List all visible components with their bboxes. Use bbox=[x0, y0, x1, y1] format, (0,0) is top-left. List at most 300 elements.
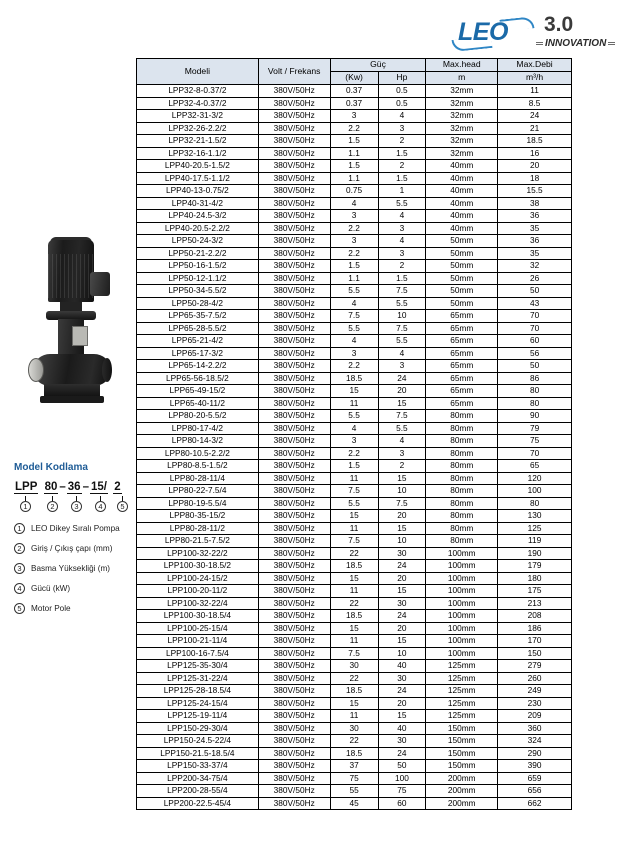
cell-hp: 100 bbox=[378, 772, 426, 785]
cell-volt: 380V/50Hz bbox=[258, 185, 330, 198]
header-max-head: Max.head bbox=[426, 59, 498, 72]
marker-3: 3 bbox=[71, 501, 82, 512]
cell-model: LPP40-31-4/2 bbox=[137, 197, 259, 210]
cell-model: LPP80-19-5.5/4 bbox=[137, 497, 259, 510]
cell-model: LPP125-35-30/4 bbox=[137, 660, 259, 673]
cell-max-debi: 24 bbox=[498, 110, 572, 123]
cell-model: LPP150-21.5-18.5/4 bbox=[137, 747, 259, 760]
cell-hp: 3 bbox=[378, 222, 426, 235]
cell-volt: 380V/50Hz bbox=[258, 310, 330, 323]
cell-hp: 1.5 bbox=[378, 272, 426, 285]
cell-model: LPP40-17.5-1.1/2 bbox=[137, 172, 259, 185]
cell-max-debi: 656 bbox=[498, 785, 572, 798]
cell-volt: 380V/50Hz bbox=[258, 97, 330, 110]
cell-max-debi: 35 bbox=[498, 247, 572, 260]
cell-kw: 0.75 bbox=[330, 185, 378, 198]
cell-volt: 380V/50Hz bbox=[258, 510, 330, 523]
cell-max-head: 32mm bbox=[426, 97, 498, 110]
table-row bbox=[137, 297, 572, 310]
header-hp: Hp bbox=[378, 72, 426, 85]
cell-kw: 11 bbox=[330, 397, 378, 410]
table-row bbox=[137, 735, 572, 748]
cell-max-head: 80mm bbox=[426, 497, 498, 510]
cell-kw: 30 bbox=[330, 660, 378, 673]
table-row bbox=[137, 422, 572, 435]
cell-max-debi: 75 bbox=[498, 435, 572, 448]
cell-model: LPP200-34-75/4 bbox=[137, 772, 259, 785]
cell-max-head: 125mm bbox=[426, 697, 498, 710]
cell-max-debi: 80 bbox=[498, 497, 572, 510]
table-row bbox=[137, 147, 572, 160]
table-row bbox=[137, 347, 572, 360]
table-row bbox=[137, 472, 572, 485]
cell-hp: 24 bbox=[378, 747, 426, 760]
cell-volt: 380V/50Hz bbox=[258, 135, 330, 148]
table-row bbox=[137, 447, 572, 460]
cell-model: LPP80-14-3/2 bbox=[137, 435, 259, 448]
cell-max-head: 100mm bbox=[426, 560, 498, 573]
cell-model: LPP80-8.5-1.5/2 bbox=[137, 460, 259, 473]
legend-text-5: Motor Pole bbox=[31, 604, 71, 613]
cell-kw: 18.5 bbox=[330, 560, 378, 573]
cell-model: LPP65-14-2.2/2 bbox=[137, 360, 259, 373]
table-row bbox=[137, 585, 572, 598]
cell-max-debi: 150 bbox=[498, 647, 572, 660]
cell-volt: 380V/50Hz bbox=[258, 322, 330, 335]
cell-hp: 3 bbox=[378, 247, 426, 260]
cell-max-debi: 26 bbox=[498, 272, 572, 285]
cell-max-head: 80mm bbox=[426, 522, 498, 535]
cell-model: LPP80-28-11/2 bbox=[137, 522, 259, 535]
table-row bbox=[137, 247, 572, 260]
code-part-power: 15/ bbox=[90, 481, 107, 493]
cell-hp: 10 bbox=[378, 485, 426, 498]
table-row bbox=[137, 660, 572, 673]
table-row bbox=[137, 710, 572, 723]
cell-kw: 5.5 bbox=[330, 285, 378, 298]
table-row bbox=[137, 485, 572, 498]
cell-model: LPP80-22-7.5/4 bbox=[137, 485, 259, 498]
cell-kw: 22 bbox=[330, 672, 378, 685]
table-row bbox=[137, 522, 572, 535]
cell-volt: 380V/50Hz bbox=[258, 147, 330, 160]
cell-hp: 7.5 bbox=[378, 497, 426, 510]
cell-max-debi: 213 bbox=[498, 597, 572, 610]
cell-model: LPP125-31-22/4 bbox=[137, 672, 259, 685]
cell-max-head: 65mm bbox=[426, 310, 498, 323]
pump-foot-plate bbox=[40, 396, 104, 403]
leo-wordmark bbox=[452, 18, 536, 50]
pump-nameplate bbox=[72, 326, 88, 346]
cell-hp: 4 bbox=[378, 210, 426, 223]
cell-volt: 380V/50Hz bbox=[258, 222, 330, 235]
cell-model: LPP32-8-0.37/2 bbox=[137, 85, 259, 98]
cell-kw: 11 bbox=[330, 472, 378, 485]
cell-volt: 380V/50Hz bbox=[258, 535, 330, 548]
cell-model: LPP65-28-5.5/2 bbox=[137, 322, 259, 335]
cell-max-head: 40mm bbox=[426, 185, 498, 198]
table-row bbox=[137, 535, 572, 548]
cell-kw: 22 bbox=[330, 547, 378, 560]
cell-kw: 1.5 bbox=[330, 460, 378, 473]
table-row bbox=[137, 197, 572, 210]
cell-volt: 380V/50Hz bbox=[258, 122, 330, 135]
table-row bbox=[137, 310, 572, 323]
cell-max-head: 100mm bbox=[426, 585, 498, 598]
cell-model: LPP100-20-11/2 bbox=[137, 585, 259, 598]
cell-max-head: 150mm bbox=[426, 760, 498, 773]
cell-max-head: 80mm bbox=[426, 410, 498, 423]
cell-max-debi: 16 bbox=[498, 147, 572, 160]
cell-volt: 380V/50Hz bbox=[258, 497, 330, 510]
model-coding-title: Model Kodlama bbox=[14, 462, 88, 473]
cell-model: LPP150-24.5-22/4 bbox=[137, 735, 259, 748]
cell-max-head: 65mm bbox=[426, 397, 498, 410]
cell-max-head: 32mm bbox=[426, 85, 498, 98]
cell-model: LPP32-4-0.37/2 bbox=[137, 97, 259, 110]
cell-hp: 15 bbox=[378, 585, 426, 598]
cell-hp: 15 bbox=[378, 397, 426, 410]
cell-kw: 4 bbox=[330, 297, 378, 310]
cell-volt: 380V/50Hz bbox=[258, 172, 330, 185]
code-part-diameter: 80 bbox=[44, 481, 58, 493]
marker-4: 4 bbox=[95, 501, 106, 512]
cell-volt: 380V/50Hz bbox=[258, 597, 330, 610]
cell-volt: 380V/50Hz bbox=[258, 410, 330, 423]
cell-max-head: 40mm bbox=[426, 210, 498, 223]
cell-kw: 2.2 bbox=[330, 122, 378, 135]
cell-kw: 30 bbox=[330, 722, 378, 735]
cell-max-debi: 36 bbox=[498, 210, 572, 223]
cell-max-head: 80mm bbox=[426, 510, 498, 523]
cell-volt: 380V/50Hz bbox=[258, 472, 330, 485]
cell-hp: 15 bbox=[378, 710, 426, 723]
legend-badge-2: 2 bbox=[14, 543, 25, 554]
cell-volt: 380V/50Hz bbox=[258, 422, 330, 435]
cell-volt: 380V/50Hz bbox=[258, 585, 330, 598]
cell-model: LPP65-17-3/2 bbox=[137, 347, 259, 360]
cell-max-debi: 70 bbox=[498, 322, 572, 335]
cell-hp: 75 bbox=[378, 785, 426, 798]
cell-model: LPP100-32-22/4 bbox=[137, 597, 259, 610]
table-row bbox=[137, 285, 572, 298]
cell-kw: 4 bbox=[330, 422, 378, 435]
cell-kw: 7.5 bbox=[330, 535, 378, 548]
cell-max-debi: 175 bbox=[498, 585, 572, 598]
cell-max-head: 50mm bbox=[426, 297, 498, 310]
cell-kw: 18.5 bbox=[330, 372, 378, 385]
cell-volt: 380V/50Hz bbox=[258, 672, 330, 685]
legend-badge-3: 3 bbox=[14, 563, 25, 574]
cell-model: LPP40-13-0.75/2 bbox=[137, 185, 259, 198]
cell-max-head: 150mm bbox=[426, 735, 498, 748]
cell-model: LPP50-28-4/2 bbox=[137, 297, 259, 310]
cell-kw: 2.2 bbox=[330, 247, 378, 260]
cell-model: LPP200-28-55/4 bbox=[137, 785, 259, 798]
cell-volt: 380V/50Hz bbox=[258, 397, 330, 410]
cell-kw: 1.5 bbox=[330, 260, 378, 273]
cell-model: LPP65-56-18.5/2 bbox=[137, 372, 259, 385]
cell-model: LPP100-21-11/4 bbox=[137, 635, 259, 648]
table-row bbox=[137, 560, 572, 573]
cell-model: LPP50-34-5.5/2 bbox=[137, 285, 259, 298]
cell-max-debi: 209 bbox=[498, 710, 572, 723]
cell-max-head: 80mm bbox=[426, 435, 498, 448]
header-debi-unit: m³/h bbox=[498, 72, 572, 85]
header-volt-frequency: Volt / Frekans bbox=[258, 59, 330, 85]
cell-model: LPP65-49-15/2 bbox=[137, 385, 259, 398]
cell-max-debi: 662 bbox=[498, 797, 572, 810]
cell-model: LPP65-21-4/2 bbox=[137, 335, 259, 348]
cell-model: LPP32-31-3/2 bbox=[137, 110, 259, 123]
innovation-text: INNOVATION bbox=[545, 37, 607, 49]
table-row bbox=[137, 610, 572, 623]
cell-model: LPP32-26-2.2/2 bbox=[137, 122, 259, 135]
cell-max-head: 40mm bbox=[426, 197, 498, 210]
table-row bbox=[137, 685, 572, 698]
cell-kw: 15 bbox=[330, 385, 378, 398]
table-row bbox=[137, 385, 572, 398]
leo-brand-text: LEO bbox=[458, 18, 508, 46]
cell-volt: 380V/50Hz bbox=[258, 110, 330, 123]
code-dash-1: – bbox=[59, 481, 66, 493]
cell-max-debi: 20 bbox=[498, 160, 572, 173]
table-row bbox=[137, 397, 572, 410]
cell-max-debi: 360 bbox=[498, 722, 572, 735]
cell-model: LPP40-20.5-2.2/2 bbox=[137, 222, 259, 235]
table-row bbox=[137, 122, 572, 135]
table-row bbox=[137, 372, 572, 385]
code-part-prefix: LPP bbox=[15, 481, 38, 493]
cell-max-debi: 50 bbox=[498, 285, 572, 298]
cell-kw: 3 bbox=[330, 235, 378, 248]
cell-hp: 24 bbox=[378, 372, 426, 385]
cell-model: LPP100-16-7.5/4 bbox=[137, 647, 259, 660]
cell-volt: 380V/50Hz bbox=[258, 285, 330, 298]
cell-hp: 24 bbox=[378, 560, 426, 573]
cell-volt: 380V/50Hz bbox=[258, 160, 330, 173]
cell-max-head: 125mm bbox=[426, 672, 498, 685]
cell-volt: 380V/50Hz bbox=[258, 385, 330, 398]
cell-max-head: 32mm bbox=[426, 147, 498, 160]
cell-volt: 380V/50Hz bbox=[258, 460, 330, 473]
cell-kw: 3 bbox=[330, 110, 378, 123]
cell-hp: 0.5 bbox=[378, 97, 426, 110]
cell-hp: 1 bbox=[378, 185, 426, 198]
cell-max-debi: 186 bbox=[498, 622, 572, 635]
legend-text-2: Giriş / Çıkış çapı (mm) bbox=[31, 544, 113, 553]
table-row bbox=[137, 497, 572, 510]
cell-max-head: 50mm bbox=[426, 285, 498, 298]
cell-max-head: 80mm bbox=[426, 447, 498, 460]
table-row bbox=[137, 110, 572, 123]
cell-kw: 11 bbox=[330, 585, 378, 598]
cell-max-debi: 120 bbox=[498, 472, 572, 485]
cell-max-head: 65mm bbox=[426, 335, 498, 348]
cell-model: LPP150-29-30/4 bbox=[137, 722, 259, 735]
cell-kw: 2.2 bbox=[330, 360, 378, 373]
cell-hp: 24 bbox=[378, 685, 426, 698]
table-row bbox=[137, 410, 572, 423]
cell-model: LPP50-16-1.5/2 bbox=[137, 260, 259, 273]
cell-max-head: 200mm bbox=[426, 772, 498, 785]
cell-hp: 20 bbox=[378, 510, 426, 523]
cell-kw: 3 bbox=[330, 435, 378, 448]
cell-volt: 380V/50Hz bbox=[258, 347, 330, 360]
pump-specification-table bbox=[136, 58, 572, 810]
legend-item-5 bbox=[14, 603, 132, 614]
table-row bbox=[137, 210, 572, 223]
cell-max-debi: 86 bbox=[498, 372, 572, 385]
legend-text-4: Gücü (kW) bbox=[31, 584, 71, 593]
terminal-junction-box bbox=[90, 272, 110, 296]
cell-max-head: 100mm bbox=[426, 647, 498, 660]
cell-model: LPP50-24-3/2 bbox=[137, 235, 259, 248]
cell-kw: 5.5 bbox=[330, 410, 378, 423]
legend-item-4 bbox=[14, 583, 132, 594]
cell-kw: 1.1 bbox=[330, 172, 378, 185]
cell-max-head: 100mm bbox=[426, 635, 498, 648]
legend-text-1: LEO Dikey Sıralı Pompa bbox=[31, 524, 120, 533]
cell-max-head: 80mm bbox=[426, 472, 498, 485]
cell-kw: 11 bbox=[330, 710, 378, 723]
cell-max-debi: 90 bbox=[498, 410, 572, 423]
specification-table-container bbox=[136, 58, 572, 810]
model-code-markers bbox=[14, 499, 132, 514]
cell-max-debi: 279 bbox=[498, 660, 572, 673]
cell-model: LPP100-30-18.5/2 bbox=[137, 560, 259, 573]
cell-max-debi: 260 bbox=[498, 672, 572, 685]
cell-volt: 380V/50Hz bbox=[258, 210, 330, 223]
cell-kw: 4 bbox=[330, 197, 378, 210]
table-row bbox=[137, 510, 572, 523]
legend-badge-4: 4 bbox=[14, 583, 25, 594]
table-row bbox=[137, 547, 572, 560]
cell-hp: 2 bbox=[378, 135, 426, 148]
table-row bbox=[137, 672, 572, 685]
cell-kw: 15 bbox=[330, 510, 378, 523]
cell-max-debi: 15.5 bbox=[498, 185, 572, 198]
cell-hp: 20 bbox=[378, 385, 426, 398]
cell-model: LPP65-35-7.5/2 bbox=[137, 310, 259, 323]
cell-max-debi: 18 bbox=[498, 172, 572, 185]
table-row bbox=[137, 172, 572, 185]
rule-right-icon bbox=[608, 42, 615, 45]
legend-item-1 bbox=[14, 523, 132, 534]
cell-hp: 30 bbox=[378, 735, 426, 748]
cell-kw: 18.5 bbox=[330, 610, 378, 623]
cell-kw: 18.5 bbox=[330, 685, 378, 698]
cell-hp: 30 bbox=[378, 672, 426, 685]
cell-max-head: 65mm bbox=[426, 322, 498, 335]
cell-max-debi: 36 bbox=[498, 235, 572, 248]
cell-kw: 0.37 bbox=[330, 85, 378, 98]
table-row bbox=[137, 460, 572, 473]
cell-max-head: 80mm bbox=[426, 485, 498, 498]
table-row bbox=[137, 697, 572, 710]
cell-kw: 55 bbox=[330, 785, 378, 798]
cell-volt: 380V/50Hz bbox=[258, 360, 330, 373]
code-part-pole: 2 bbox=[114, 481, 121, 493]
model-code-example bbox=[14, 481, 132, 498]
cell-kw: 3 bbox=[330, 210, 378, 223]
table-row bbox=[137, 760, 572, 773]
cell-max-debi: 100 bbox=[498, 485, 572, 498]
cell-max-debi: 43 bbox=[498, 297, 572, 310]
cell-model: LPP80-21.5-7.5/2 bbox=[137, 535, 259, 548]
table-row bbox=[137, 135, 572, 148]
cell-model: LPP40-24.5-3/2 bbox=[137, 210, 259, 223]
cell-max-debi: 190 bbox=[498, 547, 572, 560]
marker-2: 2 bbox=[47, 501, 58, 512]
cell-max-head: 100mm bbox=[426, 572, 498, 585]
cell-max-debi: 659 bbox=[498, 772, 572, 785]
cell-hp: 50 bbox=[378, 760, 426, 773]
cell-model: LPP80-35-15/2 bbox=[137, 510, 259, 523]
pump-volute-casing bbox=[34, 354, 110, 386]
cell-max-head: 40mm bbox=[426, 160, 498, 173]
cell-max-head: 100mm bbox=[426, 610, 498, 623]
cell-max-debi: 56 bbox=[498, 347, 572, 360]
cell-max-head: 125mm bbox=[426, 710, 498, 723]
table-row bbox=[137, 360, 572, 373]
cell-volt: 380V/50Hz bbox=[258, 572, 330, 585]
cell-hp: 20 bbox=[378, 622, 426, 635]
cell-volt: 380V/50Hz bbox=[258, 622, 330, 635]
cell-hp: 3 bbox=[378, 447, 426, 460]
cell-hp: 15 bbox=[378, 472, 426, 485]
cell-kw: 4 bbox=[330, 335, 378, 348]
leo-logo bbox=[452, 12, 612, 54]
cell-max-debi: 208 bbox=[498, 610, 572, 623]
cell-hp: 7.5 bbox=[378, 285, 426, 298]
cell-kw: 7.5 bbox=[330, 647, 378, 660]
cell-volt: 380V/50Hz bbox=[258, 685, 330, 698]
cell-kw: 22 bbox=[330, 597, 378, 610]
cell-hp: 5.5 bbox=[378, 335, 426, 348]
legend-badge-1: 1 bbox=[14, 523, 25, 534]
cell-volt: 380V/50Hz bbox=[258, 785, 330, 798]
cell-model: LPP80-20-5.5/2 bbox=[137, 410, 259, 423]
cell-volt: 380V/50Hz bbox=[258, 547, 330, 560]
cell-model: LPP80-28-11/4 bbox=[137, 472, 259, 485]
cell-volt: 380V/50Hz bbox=[258, 610, 330, 623]
cell-max-debi: 80 bbox=[498, 385, 572, 398]
cell-max-head: 40mm bbox=[426, 222, 498, 235]
cell-kw: 75 bbox=[330, 772, 378, 785]
cell-hp: 1.5 bbox=[378, 147, 426, 160]
cell-model: LPP200-22.5-45/4 bbox=[137, 797, 259, 810]
cell-hp: 4 bbox=[378, 110, 426, 123]
table-row bbox=[137, 222, 572, 235]
table-row bbox=[137, 185, 572, 198]
table-row bbox=[137, 747, 572, 760]
cell-volt: 380V/50Hz bbox=[258, 260, 330, 273]
cell-max-debi: 18.5 bbox=[498, 135, 572, 148]
cell-max-debi: 65 bbox=[498, 460, 572, 473]
cell-volt: 380V/50Hz bbox=[258, 697, 330, 710]
legend-item-2 bbox=[14, 543, 132, 554]
cell-hp: 5.5 bbox=[378, 297, 426, 310]
rule-left-icon bbox=[536, 42, 543, 45]
cell-kw: 11 bbox=[330, 635, 378, 648]
cell-hp: 5.5 bbox=[378, 197, 426, 210]
cell-volt: 380V/50Hz bbox=[258, 760, 330, 773]
header-model: Modeli bbox=[137, 59, 259, 85]
cell-hp: 2 bbox=[378, 460, 426, 473]
cell-max-head: 100mm bbox=[426, 547, 498, 560]
header-row-top bbox=[137, 59, 572, 72]
